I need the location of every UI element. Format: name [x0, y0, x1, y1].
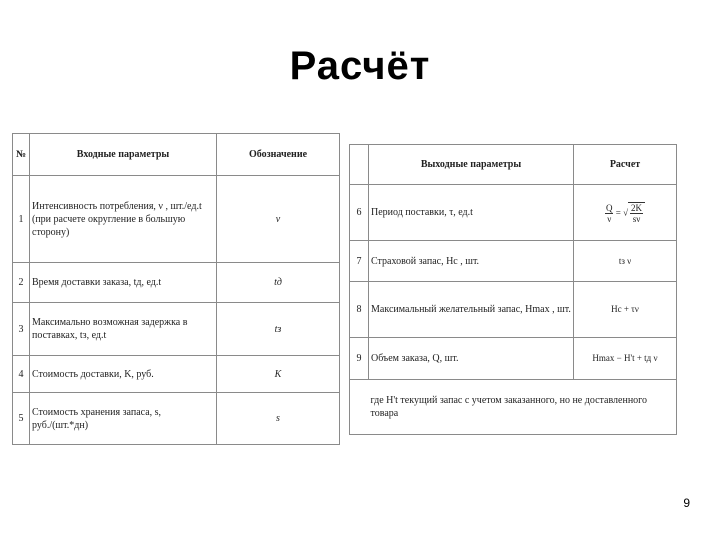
row-param: Стоимость хранения запаса, s, руб./(шт.*дн) [30, 393, 217, 445]
row-param: Объем заказа, Q, шт. [369, 338, 574, 380]
table-row [350, 185, 677, 241]
table-row [350, 282, 677, 338]
header-symbol: Обозначение [217, 134, 340, 176]
input-parameters-table [12, 133, 340, 445]
sqrt-icon: √ [623, 207, 629, 218]
row-formula: Hс + τν [574, 282, 677, 338]
row-num: 6 [350, 185, 369, 241]
row-formula: Hmax − H't + tд ν [574, 338, 677, 380]
table-row [350, 338, 677, 380]
row-formula [574, 185, 677, 241]
table-row [13, 303, 340, 356]
table-header-row [350, 145, 677, 185]
header-calc: Расчет [574, 145, 677, 185]
row-symbol: tд [217, 263, 340, 303]
note-spacer [350, 380, 369, 435]
row-num: 1 [13, 176, 30, 263]
header-input-params: Входные параметры [30, 134, 217, 176]
table-header-row [13, 134, 340, 176]
row-num: 8 [350, 282, 369, 338]
formula-sqrt-content: $\frac{2K}{s\nu}$ [628, 202, 645, 224]
header-output-params: Выходные параметры [369, 145, 574, 185]
formula-equals: = [615, 207, 621, 218]
table-note-row [350, 380, 677, 435]
row-param: Максимально возможная задержка в поставках, tз, ед.t [30, 303, 217, 356]
row-param: Время доставки заказа, tд, ед.t [30, 263, 217, 303]
row-param: Период поставки, τ, ед.t [369, 185, 574, 241]
row-param: Страховой запас, Hс , шт. [369, 241, 574, 282]
table-row [350, 241, 677, 282]
table-row [13, 393, 340, 445]
output-parameters-table [349, 144, 677, 435]
header-num: № [13, 134, 30, 176]
formula-fraction-left: $\frac{Q}{\nu}$ [605, 202, 613, 224]
row-symbol: K [217, 356, 340, 393]
row-num: 2 [13, 263, 30, 303]
header-num-empty [350, 145, 369, 185]
table-row [13, 263, 340, 303]
row-num: 7 [350, 241, 369, 282]
row-num: 4 [13, 356, 30, 393]
row-symbol: tз [217, 303, 340, 356]
table-row [13, 356, 340, 393]
row-param: Интенсивность потребления, ν , шт./ед.t (при расчете округление в большую сторону) [30, 176, 217, 263]
row-formula: tз ν [574, 241, 677, 282]
slide-title: Расчёт [289, 44, 431, 88]
row-symbol: s [217, 393, 340, 445]
table-row [13, 176, 340, 263]
row-param: Стоимость доставки, K, руб. [30, 356, 217, 393]
row-num: 3 [13, 303, 30, 356]
row-param: Максимальный желательный запас, Hmax , шт. [369, 282, 574, 338]
table-note: где H't текущий запас с учетом заказанного, но не доставленного товара [369, 380, 677, 435]
page-number: 9 [683, 496, 690, 510]
row-symbol: ν [217, 176, 340, 263]
row-num: 5 [13, 393, 30, 445]
row-num: 9 [350, 338, 369, 380]
